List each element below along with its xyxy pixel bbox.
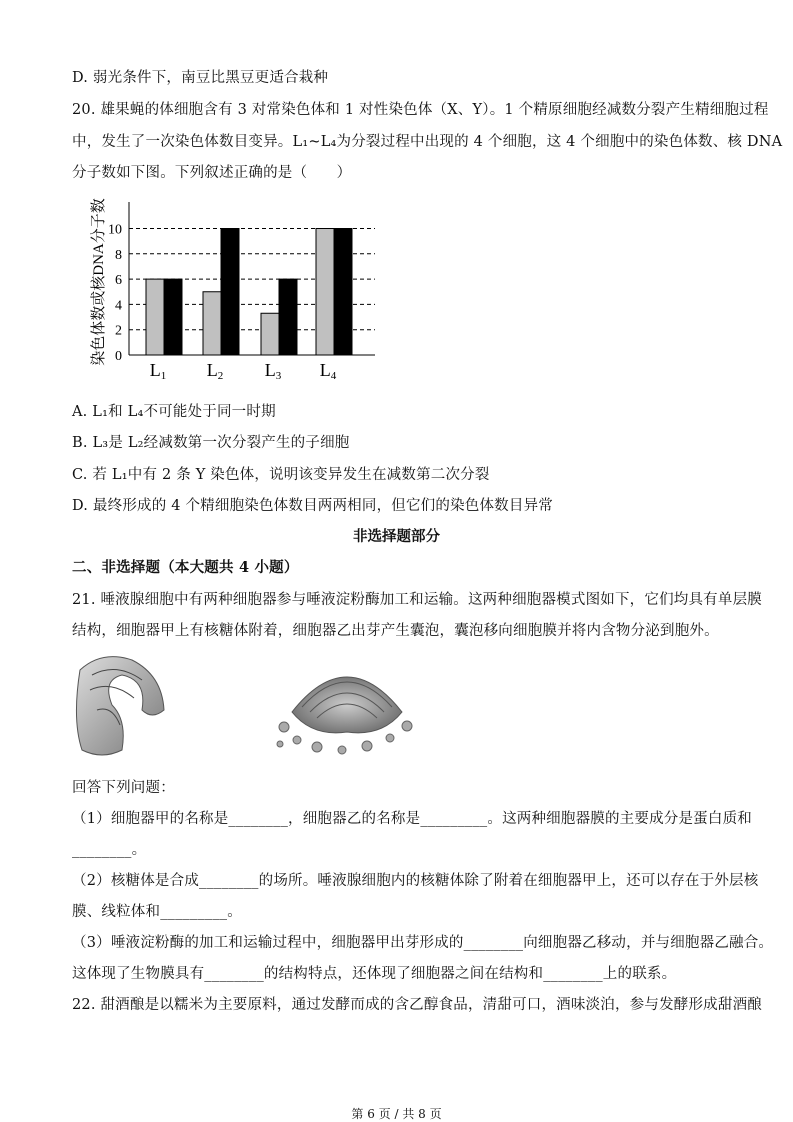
bar-L2-s1 — [203, 292, 221, 355]
bar-L4-s1 — [316, 229, 334, 356]
bar-L4-s2 — [334, 229, 352, 356]
er-organelle-image — [72, 650, 172, 760]
y-tick-label: 8 — [115, 247, 122, 263]
bar-chart — [0, 0, 793, 400]
q21-sub1-2: ________。 — [72, 842, 147, 858]
q21-sub2-1: （2）核糖体是合成________的场所。唾液腺细胞内的核糖体除了附着在细胞器甲上，还可以存在于外层核 — [72, 873, 759, 889]
bar-L1-s2 — [164, 279, 182, 355]
bar-L2-s2 — [221, 229, 239, 356]
q22-stem-1: 22. 甜酒酿是以糯米为主要原料，通过发酵而成的含乙醇食品，清甜可口，酒味淡泊，参与发酵形成甜酒酿 — [72, 997, 762, 1013]
x-tick-label: L1 — [149, 360, 167, 382]
y-tick-label: 10 — [108, 222, 122, 238]
part-heading: 二、非选择题（本大题共 4 小题） — [72, 559, 299, 576]
y-tick-label: 2 — [115, 323, 122, 339]
x-tick-label: L4 — [319, 360, 337, 382]
q20-stem-3: 分子数如下图。下列叙述正确的是（ ） — [72, 165, 352, 181]
q20-stem-1: 20. 雄果蝇的体细胞含有 3 对常染色体和 1 对性染色体（X、Y）。1 个精原细胞经减数分裂产生精细胞过程 — [72, 102, 769, 118]
q20-option-b: B. L₃是 L₂经减数第一次分裂产生的子细胞 — [72, 435, 350, 451]
q21-sub1-1: （1）细胞器甲的名称是________，细胞器乙的名称是_________。这两种细胞器膜的主要成分是蛋白质和 — [72, 811, 752, 827]
page-footer: 第 6 页 / 共 8 页 — [351, 1107, 442, 1121]
y-tick-label: 6 — [115, 273, 122, 289]
x-tick-label: L2 — [206, 360, 224, 382]
y-axis-label: 染色体数或核DNA分子数 — [91, 198, 107, 366]
golgi-organelle-image — [272, 652, 422, 757]
section-title: 非选择题部分 — [353, 528, 440, 545]
q20-option-d: D. 最终形成的 4 个精细胞染色体数目两两相同，但它们的染色体数目异常 — [72, 498, 553, 514]
y-tick-label: 0 — [115, 349, 122, 364]
y-tick-label: 4 — [115, 298, 122, 314]
x-tick-label: L3 — [264, 360, 282, 382]
q21-sub2-2: 膜、线粒体和_________。 — [72, 904, 242, 920]
bar-L1-s1 — [146, 279, 164, 355]
q21-sub3-2: 这体现了生物膜具有________的结构特点，还体现了细胞器之间在结构和________上的联系。 — [72, 966, 677, 982]
q21-stem-1: 21. 唾液腺细胞中有两种细胞器参与唾液淀粉酶加工和运输。这两种细胞器模式图如下，它们均具有单层膜 — [72, 592, 762, 608]
q19-option-d: D. 弱光条件下，南豆比黑豆更适合栽种 — [72, 70, 329, 86]
q21-stem-2: 结构，细胞器甲上有核糖体附着，细胞器乙出芽产生囊泡，囊泡移向细胞膜并将内含物分泌到胞外。 — [72, 623, 719, 639]
q21-sub3-1: （3）唾液淀粉酶的加工和运输过程中，细胞器甲出芽形成的________向细胞器乙移动，并与细胞器乙融合。 — [72, 935, 774, 951]
answer-prompt: 回答下列问题： — [72, 780, 175, 796]
bar-L3-s1 — [261, 313, 279, 355]
q20-stem-2: 中，发生了一次染色体数目变异。L₁~L₄为分裂过程中出现的 4 个细胞，这 4 个细胞中的染色体数、核 DNA — [72, 134, 783, 150]
q20-option-c: C. 若 L₁中有 2 条 Y 染色体，说明该变异发生在减数第二次分裂 — [72, 467, 490, 483]
bar-L3-s2 — [279, 279, 297, 355]
q20-option-a: A. L₁和 L₄不可能处于同一时期 — [72, 404, 276, 420]
